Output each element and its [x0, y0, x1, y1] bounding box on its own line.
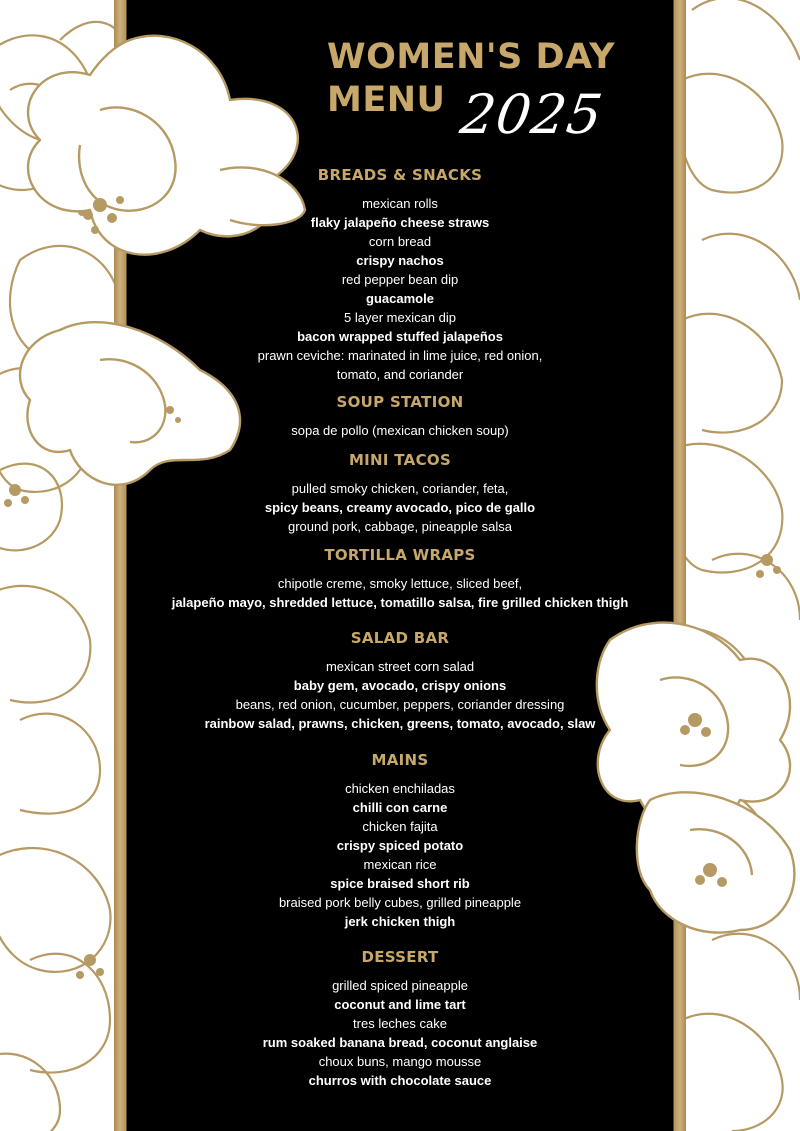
menu-item: mexican rice	[363, 857, 437, 872]
section-title: MAINS	[371, 751, 429, 769]
section-salad-bar	[127, 629, 673, 733]
menu-item: red pepper bean dip	[341, 272, 459, 287]
menu-item: prawn ceviche: marinated in lime juice, red onion,	[257, 348, 543, 363]
section-breads-snacks	[127, 166, 673, 384]
menu-item: chilli con carne	[352, 800, 448, 815]
menu-item: rum soaked banana bread, coconut anglaise	[262, 1035, 538, 1050]
menu-item: chicken enchiladas	[345, 781, 455, 796]
menu-item: choux buns, mango mousse	[318, 1054, 482, 1069]
menu-content	[127, 0, 673, 1131]
floral-illustration-right	[672, 0, 800, 1131]
menu-item: coconut and lime tart	[334, 997, 466, 1012]
menu-item: jalapeño mayo, shredded lettuce, tomatillo salsa, fire grilled chicken thigh	[171, 595, 629, 610]
section-mini-tacos	[127, 451, 673, 536]
menu-item: mexican street corn salad	[325, 659, 475, 674]
section-title: DESSERT	[361, 948, 439, 966]
menu-item: chicken fajita	[362, 819, 438, 834]
section-title: SOUP STATION	[336, 393, 464, 411]
menu-item: jerk chicken thigh	[344, 914, 456, 929]
title-line-2: MENU	[327, 80, 446, 120]
title-year: 2025	[456, 83, 607, 146]
menu-item: rainbow salad, prawns, chicken, greens, tomato, avocado, slaw	[204, 716, 596, 731]
menu-item: ground pork, cabbage, pineapple salsa	[287, 519, 513, 534]
menu-item: bacon wrapped stuffed jalapeños	[297, 329, 503, 344]
menu-item: guacamole	[366, 291, 434, 306]
menu-item: baby gem, avocado, crispy onions	[293, 678, 507, 693]
title-line-1: WOMEN'S DAY	[327, 37, 616, 77]
menu-item: tres leches cake	[353, 1016, 447, 1031]
section-dessert	[127, 948, 673, 1090]
menu-item: mexican rolls	[362, 196, 438, 211]
section-title: BREADS & SNACKS	[317, 166, 483, 184]
menu-item: pulled smoky chicken, coriander, feta,	[291, 481, 509, 496]
menu-item: crispy spiced potato	[336, 838, 464, 853]
menu-item: crispy nachos	[356, 253, 444, 268]
section-tortilla-wraps	[127, 546, 673, 612]
menu-item: braised pork belly cubes, grilled pineapple	[278, 895, 522, 910]
menu-item: churros with chocolate sauce	[308, 1073, 492, 1088]
section-title: SALAD BAR	[350, 629, 450, 647]
menu-item: spice braised short rib	[330, 876, 470, 891]
menu-item: sopa de pollo (mexican chicken soup)	[291, 423, 509, 438]
section-title: TORTILLA WRAPS	[324, 546, 476, 564]
menu-item: beans, red onion, cucumber, peppers, coriander dressing	[235, 697, 565, 712]
menu-item: grilled spiced pineapple	[332, 978, 468, 993]
section-soup-station	[127, 393, 673, 440]
section-title: MINI TACOS	[348, 451, 452, 469]
menu-item: 5 layer mexican dip	[344, 310, 456, 325]
menu-item: chipotle creme, smoky lettuce, sliced beef,	[277, 576, 523, 591]
section-mains	[127, 751, 673, 931]
menu-title	[327, 37, 616, 146]
menu-item: spicy beans, creamy avocado, pico de gallo	[264, 500, 536, 515]
menu-item: flaky jalapeño cheese straws	[310, 215, 490, 230]
menu-item: corn bread	[368, 234, 432, 249]
menu-item: tomato, and coriander	[336, 367, 464, 382]
